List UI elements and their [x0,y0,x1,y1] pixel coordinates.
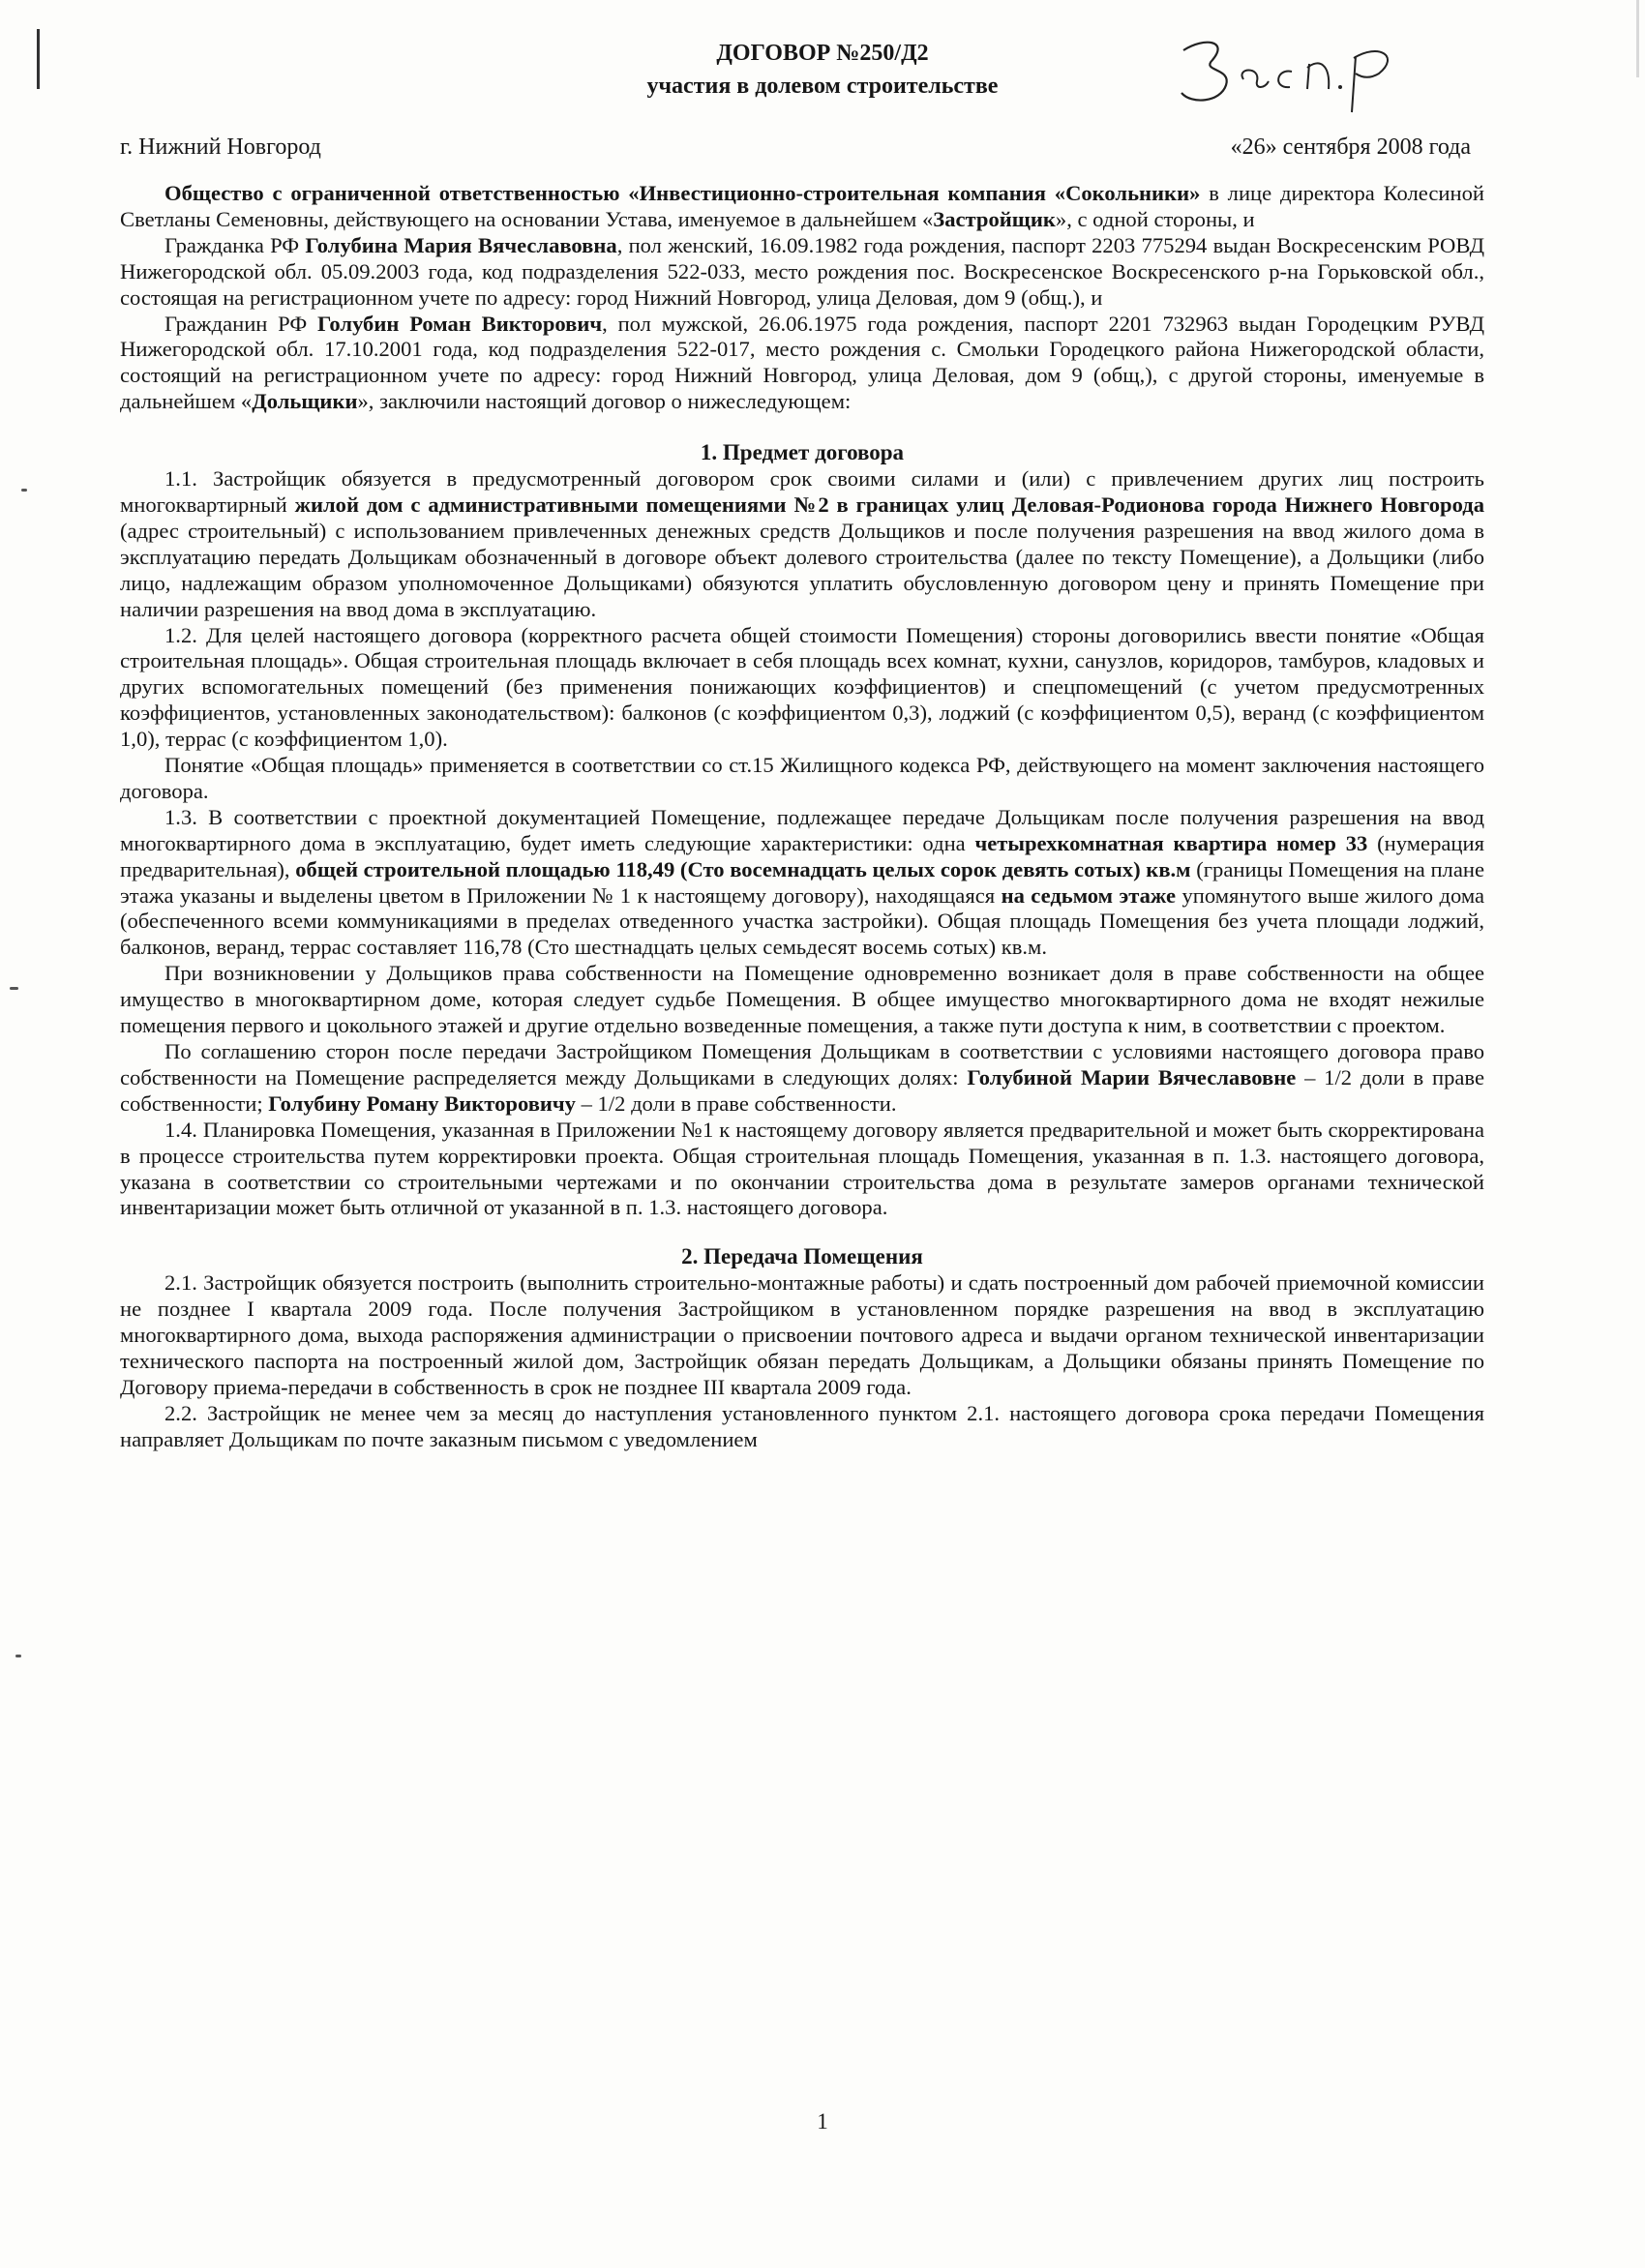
clause-2-2: 2.2. Застройщик не менее чем за месяц до наступления установленного пунктом 2.1. настоящего договора срока передачи Помещения направляет Дольщикам по почте заказным письмом с уведомлением [120,1400,1484,1451]
document-title: ДОГОВОР №250/Д2 [716,41,929,66]
party-participant-2-paragraph: Гражданин РФ Голубин Роман Викторович, пол мужской, 26.06.1975 года рождения, паспорт 2201 732963 выдан Городецким РУВД Нижегородской обл. 17.10.2001 года, код подразделения 522-017, место рождения с. Смольки Городецкого района Нижегородской области, состоящий на регистрационном учете по адресу: город Нижний Новгород, улица Деловая, дом 9 (общ,), с другой стороны, именуемые в дальнейшем «Дольщики», заключили настоящий договор о нижеследующем: [120,311,1485,414]
clause-1-3-common-property: При возникновении у Дольщиков права собственности на Помещение одновременно возникает доля в праве собственности на общее имущество в многоквартирном доме, которая следует судьбе Помещения. В общее имущество многоквартирного дома не входят нежилые помещения первого и цокольного этажей и другие отдельно возведенные помещения, а также пути доступа к ним, в соответствии с проектом. [120,961,1484,1038]
participant-2-name: Голубин Роман Викторович [317,311,603,336]
contract-date: «26» сентября 2008 года [1230,134,1471,160]
page-number: 1 [817,2109,828,2134]
section-2-heading: 2. Передача Помещения [681,1244,923,1269]
clause-1-3: 1.3. В соответствии с проектной документацией Помещение, подлежащее передаче Дольщикам после получения разрешения на ввод многоквартирного дома в эксплуатацию, будет иметь следующие характеристики: одна четырехкомнатная квартира номер 33 (нумерация предварительная), общей строительной площадью 118,49 (Сто восемнадцать целых сорок девять сотых) кв.м (границы Помещения на плане этажа указаны и выделены цветом в Приложении № 1 к настоящему договору), находящаяся на седьмом этаже упомянутого выше жилого дома (обеспеченного всеми коммуникациями в пределах отведенного участка застройки). Общая площадь Помещения без учета площади лоджий, балконов, веранд, террас составляет 116,78 (Сто шестнадцать целых семьдесят восемь сотых) кв.м. [120,804,1484,960]
scan-speck [15,1655,21,1657]
clause-1-1: 1.1. Застройщик обязуется в предусмотренный договором срок своими силами и (или) с привлечением других лиц построить многоквартирный жилой дом с административными помещениями №2 в границах улиц Деловая-Родионова города Нижнего Новгорода (адрес строительный) с использованием привлеченных денежных средств Дольщиков и после получения разрешения на ввод жилого дома в эксплуатацию передать Дольщикам обозначенный в договоре объект долевого строительства (далее по тексту Помещение), а Дольщики (либо лицо, надлежащим образом уполномоченное Дольщиками) обязуются уплатить обусловленную договором цену и принять Помещение при наличии разрешения на ввод дома в эксплуатацию. [120,466,1484,621]
clause-1-4: 1.4. Планировка Помещения, указанная в Приложении №1 к настоящему договору является предварительной и может быть скорректирована в процессе строительства путем корректировки проекта. Общая строительная площадь Помещения, указанная в п. 1.3. настоящего договора, указана в соответствии со строительными чертежами и по окончании строительства дома в результате замеров органами технической инвентаризации может быть отличной от указанной в п. 1.3. настоящего договора. [120,1117,1484,1220]
party-participant-1-paragraph: Гражданка РФ Голубина Мария Вячеславовна, пол женский, 16.09.1982 года рождения, паспорт 2203 775294 выдан Воскресенским РОВД Нижегородской обл. 05.09.2003 года, код подразделения 522-033, место рождения пос. Воскресенское Воскресенского р-на Горьковской обл., состоящая на регистрационном учете по адресу: город Нижний Новгород, улица Деловая, дом 9 (общ.), и [120,232,1484,310]
place-of-signing: г. Нижний Новгород [120,134,321,160]
clause-2-1: 2.1. Застройщик обязуется построить (выполнить строительно-монтажные работы) и сдать построенный дом рабочей приемочной комиссии не позднее I квартала 2009 года. После получения Застройщиком в установленном порядке разрешения на ввод в эксплуатацию многоквартирного дома, выхода распоряжения администрации о присвоении почтового адреса и выдачи органом технической инвентаризации технического паспорта на построенный жилой дом, Застройщик обязан передать Дольщикам, а Дольщики обязаны принять Помещение по Договору приема-передачи в собственность в срок не позднее III квартала 2009 года. [120,1270,1484,1399]
clause-1-3-ownership-shares: По соглашению сторон после передачи Застройщиком Помещения Дольщикам в соответствии с условиями настоящего договора право собственности на Помещение распределяется между Дольщиками в следующих долях: Голубиной Марии Вячеславовне – 1/2 доли в праве собственности; Голубину Роману Викторовичу – 1/2 доли в праве собственности. [120,1039,1484,1116]
scan-speck [10,987,18,990]
document-subtitle: участия в долевом строительстве [646,74,999,99]
participant-1-name: Голубина Мария Вячеславовна [305,232,617,257]
clause-1-2-total-area: Понятие «Общая площадь» применяется в соответствии со ст.15 Жилищного кодекса РФ, действующего на момент заключения настоящего договора. [120,753,1484,803]
scan-speck [21,489,27,492]
clause-1-2: 1.2. Для целей настоящего договора (корректного расчета общей стоимости Помещения) стороны договорились ввести понятие «Общая строительная площадь». Общая строительная площадь включает в себя площадь всех комнат, кухни, санузлов, коридоров, тамбуров, кладовых и других вспомогательных помещений (без применения понижающих коэффициентов) и спецпомещений (с учетом предусмотренных коэффициентов, установленных законодательством): балконов (с коэффициентом 0,3), лоджий (с коэффициентом 0,5), веранд (с коэффициентом 1,0), террас (с коэффициентом 1,0). [120,622,1484,752]
contract-body [120,181,1484,1453]
section-1-heading: 1. Предмет договора [700,440,905,465]
party-developer-paragraph: Общество с ограниченной ответственностью «Инвестиционно-строительная компания «Сокольники» в лице директора Колесиной Светланы Семеновны, действующего на основании Устава, именуемое в дальнейшем «Застройщик», с одной стороны, и [120,181,1484,231]
developer-name: Общество с ограниченной ответственностью «Инвестиционно-строительная компания «Сокольники» [164,181,1201,205]
handwritten-note [1176,29,1418,121]
